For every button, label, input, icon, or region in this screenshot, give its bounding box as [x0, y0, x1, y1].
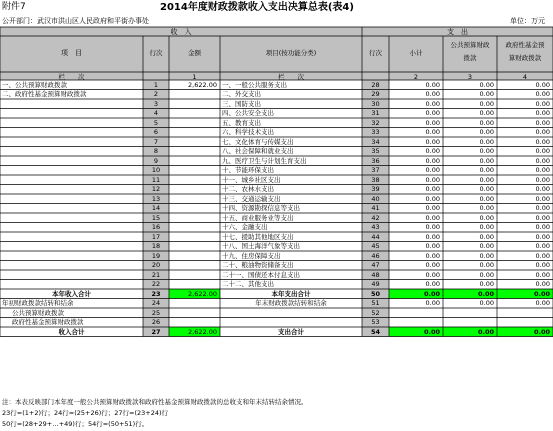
income-line-no: 17 [151, 232, 161, 241]
fund-budget-value: 0.00 [535, 270, 550, 279]
income-item: 收入合计 [58, 327, 85, 336]
fund-budget-value: 0.00 [535, 109, 550, 117]
highlight-expense-cells [389, 327, 553, 337]
subtotal-value: 0.00 [425, 251, 440, 260]
fund-budget-value: 0.00 [533, 327, 550, 336]
public-budget-value: 0.00 [479, 270, 494, 279]
attachment-label: 附件7 [2, 2, 26, 12]
expense-line-no: 38 [371, 175, 380, 184]
expense-item: 十七、援助其他地区支出 [222, 232, 294, 241]
public-budget-value: 0.00 [479, 80, 494, 89]
subtotal-value: 0.00 [425, 80, 440, 89]
page-title: 2014年度财政拨款收入支出决算总表(表4) [160, 2, 354, 13]
income-line-no: 20 [151, 261, 161, 269]
expense-line-no: 33 [371, 128, 380, 136]
income-item: 公共预算财政拨款 [12, 308, 64, 317]
income-item: 本年收入合计 [52, 289, 91, 298]
fund-budget-value: 0.00 [535, 242, 550, 250]
expense-item: 二十二、其他支出 [222, 280, 274, 288]
expense-line-no: 51 [371, 299, 380, 307]
fund-budget-value: 0.00 [535, 213, 550, 222]
expense-item: 三、国防支出 [222, 99, 261, 108]
fund-budget-value: 0.00 [535, 299, 550, 307]
fund-budget-value: 0.00 [535, 280, 550, 288]
highlight-expense-cells [389, 289, 553, 299]
expense-item: 七、文化体育与传媒支出 [222, 137, 294, 146]
expense-line-no: 36 [371, 156, 380, 165]
expense-line-no: 31 [371, 109, 380, 117]
subtotal-value: 0.00 [425, 147, 440, 155]
subtotal-value: 0.00 [425, 194, 440, 203]
income-line-no: 26 [151, 318, 161, 326]
expense-line-no: 49 [371, 280, 380, 288]
expense-item: 四、公共安全支出 [222, 109, 274, 117]
fund-budget-value: 0.00 [535, 194, 550, 203]
public-budget-value: 0.00 [479, 99, 494, 108]
public-budget-value: 0.00 [479, 204, 494, 212]
income-line-no: 9 [153, 156, 159, 165]
subtotal-value: 0.00 [423, 289, 440, 298]
income-line-no: 11 [151, 175, 161, 184]
subtotal-value: 0.00 [425, 166, 440, 174]
department-label: 公开部门：武汉市洪山区人民政府和平街办事处 [2, 17, 149, 25]
public-budget-value: 0.00 [479, 128, 494, 136]
note-line-1: 注：本表反映部门本年度一般公共预算财政拨款和政府性基金预算财政拨款的总收支和年末结转结余情况。 [2, 398, 308, 406]
expense-item: 十一、城乡社区支出 [222, 175, 281, 184]
fund-budget-value: 0.00 [535, 99, 550, 108]
expense-line-no: 50 [370, 289, 381, 298]
expense-item: 二十、粮油物资储备支出 [222, 261, 294, 269]
expense-item: 十、节能环保支出 [222, 166, 274, 174]
subtotal-value: 0.00 [425, 232, 440, 241]
expense-line-no: 42 [371, 213, 380, 222]
income-line-no: 27 [151, 327, 161, 336]
expense-line-no: 54 [370, 327, 381, 336]
public-budget-value: 0.00 [479, 251, 494, 260]
expense-line-no: 34 [371, 137, 380, 146]
subtotal-value: 0.00 [425, 280, 440, 288]
expense-item: 十六、金融支出 [222, 223, 268, 231]
expense-item: 十二、农林水支出 [222, 185, 274, 193]
label-row-right: 栏 次 [278, 73, 304, 81]
income-amount: 2,622.00 [188, 327, 217, 336]
income-line-no: 22 [151, 280, 161, 288]
income-item: 一、公共预算财政拨款 [2, 80, 67, 89]
subtotal-value: 0.00 [425, 109, 440, 117]
income-item-header: 项 目 [61, 49, 82, 57]
income-line-no: 23 [151, 289, 161, 298]
income-line-no: 21 [151, 270, 161, 279]
income-line-no: 24 [151, 299, 161, 307]
column-number-1: 1 [192, 73, 197, 81]
expense-item: 一、一般公共服务支出 [222, 80, 287, 89]
expense-item: 二、外交支出 [222, 90, 261, 98]
column-number-2: 2 [413, 73, 419, 81]
fund-budget-value: 0.00 [535, 175, 550, 184]
fund-budget-value: 0.00 [535, 137, 550, 146]
note-line-2: 23行=(1+2)行；24行=(25+26)行；27行=(23+24)行 [2, 409, 169, 417]
expense-line-no: 53 [371, 318, 380, 326]
subtotal-value: 0.00 [425, 185, 440, 193]
public-budget-value: 0.00 [479, 175, 494, 184]
subtotal-value: 0.00 [425, 118, 440, 127]
public-budget-header: 拨款 [463, 54, 477, 62]
label-row-left: 栏 次 [58, 73, 85, 81]
subtotal-value: 0.00 [425, 223, 440, 231]
income-item: 年初财政拨款结转和结余 [2, 299, 74, 307]
expense-item: 八、社会保障和就业支出 [222, 147, 294, 155]
subtotal-value: 0.00 [425, 137, 440, 146]
subtotal-value: 0.00 [425, 299, 440, 307]
income-line-no: 6 [153, 128, 159, 136]
expense-line-no: 28 [371, 80, 380, 89]
expense-line-no: 45 [371, 242, 380, 250]
income-line-no: 10 [151, 166, 161, 174]
fund-budget-value: 0.00 [535, 166, 550, 174]
income-header: 收 入 [170, 28, 192, 36]
fund-budget-value: 0.00 [535, 251, 550, 260]
public-budget-value: 0.00 [479, 118, 494, 127]
fund-budget-value: 0.00 [535, 90, 550, 98]
fund-budget-value: 0.00 [535, 147, 550, 155]
subtotal-value: 0.00 [425, 270, 440, 279]
expense-item: 支出合计 [278, 327, 304, 336]
expense-line-no: 39 [371, 185, 380, 193]
expense-line-no: 47 [371, 261, 380, 269]
expense-item-header: 项目(按功能分类) [265, 49, 317, 57]
subtotal-value: 0.00 [425, 99, 440, 108]
subtotal-value: 0.00 [425, 90, 440, 98]
subtotal-value: 0.00 [425, 242, 440, 250]
expense-item: 九、医疗卫生与计划生育支出 [222, 156, 307, 165]
subtotal-header: 小计 [409, 49, 423, 57]
fund-budget-value: 0.00 [535, 128, 550, 136]
public-budget-value: 0.00 [479, 261, 494, 269]
income-line-no: 2 [153, 90, 159, 98]
public-budget-value: 0.00 [479, 166, 494, 174]
expense-line-no: 30 [371, 99, 380, 108]
public-budget-header: 公共预算财政 [450, 41, 490, 49]
income-line-no: 14 [151, 204, 161, 212]
public-budget-value: 0.00 [479, 213, 494, 222]
public-budget-value: 0.00 [479, 147, 494, 155]
public-budget-value: 0.00 [479, 242, 494, 250]
expense-line-no: 43 [371, 223, 380, 231]
expense-line-no: 29 [371, 90, 380, 98]
income-line-no: 18 [151, 242, 161, 250]
expense-item: 十八、国土海洋气象等支出 [222, 242, 300, 250]
expense-line-no: 48 [371, 270, 380, 279]
income-line-no: 25 [151, 308, 161, 317]
fund-budget-value: 0.00 [535, 185, 550, 193]
column-number-3: 3 [467, 73, 473, 81]
income-line-no: 4 [153, 109, 159, 117]
expense-line-no: 44 [371, 232, 380, 241]
public-budget-value: 0.00 [479, 299, 494, 307]
income-line-no: 16 [151, 223, 161, 231]
fund-budget-value: 0.00 [535, 261, 550, 269]
expense-line-header: 行次 [369, 49, 382, 57]
expense-item: 十三、交通运输支出 [222, 194, 281, 203]
income-amount: 2,622.00 [188, 289, 217, 298]
subtotal-value: 0.00 [425, 204, 440, 212]
subtotal-value: 0.00 [425, 213, 440, 222]
public-budget-value: 0.00 [479, 90, 494, 98]
subtotal-value: 0.00 [425, 156, 440, 165]
expense-line-no: 52 [371, 308, 380, 317]
income-line-no: 1 [153, 80, 159, 89]
fund-budget-header: 算财政拨款 [508, 54, 542, 62]
fund-budget-value: 0.00 [535, 232, 550, 241]
expense-line-no: 35 [371, 147, 380, 155]
expense-line-no: 37 [371, 166, 380, 174]
expense-line-no: 40 [371, 194, 380, 203]
subtotal-value: 0.00 [425, 175, 440, 184]
subtotal-value: 0.00 [425, 261, 440, 269]
subtotal-value: 0.00 [425, 128, 440, 136]
expense-item: 二十一、国债还本付息支出 [222, 270, 300, 279]
expense-item: 十九、住房保障支出 [222, 251, 281, 260]
public-budget-value: 0.00 [479, 280, 494, 288]
income-item: 政府性基金预算财政拨款 [12, 318, 84, 326]
income-line-header: 行次 [149, 49, 163, 57]
public-budget-value: 0.00 [479, 223, 494, 231]
expense-item: 十四、资源勘探信息等支出 [222, 204, 300, 212]
expense-header: 支 出 [447, 28, 468, 36]
fund-budget-value: 0.00 [535, 156, 550, 165]
expense-item: 六、科学技术支出 [222, 128, 274, 136]
income-line-no: 7 [153, 137, 159, 146]
income-line-no: 19 [151, 251, 161, 260]
unit-label: 单位：万元 [510, 17, 545, 25]
income-item: 二、政府性基金预算财政拨款 [2, 90, 87, 98]
public-budget-value: 0.00 [479, 185, 494, 193]
expense-item: 本年支出合计 [271, 289, 311, 298]
expense-line-no: 46 [371, 251, 380, 260]
expense-line-no: 41 [371, 204, 380, 212]
fund-budget-value: 0.00 [535, 223, 550, 231]
expense-item: 五、教育支出 [222, 118, 261, 127]
fund-budget-value: 0.00 [535, 204, 550, 212]
income-line-no: 15 [151, 213, 161, 222]
income-line-no: 3 [153, 99, 159, 108]
fund-budget-value: 0.00 [535, 80, 550, 89]
public-budget-value: 0.00 [479, 137, 494, 146]
fund-budget-value: 0.00 [533, 289, 550, 298]
public-budget-value: 0.00 [477, 327, 494, 336]
note-line-3: 50行=(28+29+…+49)行；54行=(50+51)行。 [2, 420, 149, 428]
public-budget-value: 0.00 [479, 194, 494, 203]
public-budget-value: 0.00 [479, 232, 494, 241]
expense-line-no: 32 [371, 118, 380, 127]
public-budget-value: 0.00 [477, 289, 494, 298]
income-amount: 2,622.00 [188, 80, 217, 89]
public-budget-value: 0.00 [479, 156, 494, 165]
income-line-no: 5 [153, 118, 159, 127]
public-budget-value: 0.00 [479, 109, 494, 117]
fund-budget-header: 政府性基金预 [505, 41, 545, 49]
subtotal-value: 0.00 [423, 327, 440, 336]
fund-budget-value: 0.00 [535, 118, 550, 127]
income-line-no: 13 [151, 194, 161, 203]
income-line-no: 8 [153, 147, 159, 155]
expense-item: 十五、商业服务业等支出 [222, 213, 294, 222]
expense-item: 年末财政拨款结转和结余 [255, 299, 327, 307]
income-line-no: 12 [151, 185, 161, 193]
column-number-4: 4 [522, 73, 528, 81]
amount-header: 金额 [188, 49, 201, 57]
